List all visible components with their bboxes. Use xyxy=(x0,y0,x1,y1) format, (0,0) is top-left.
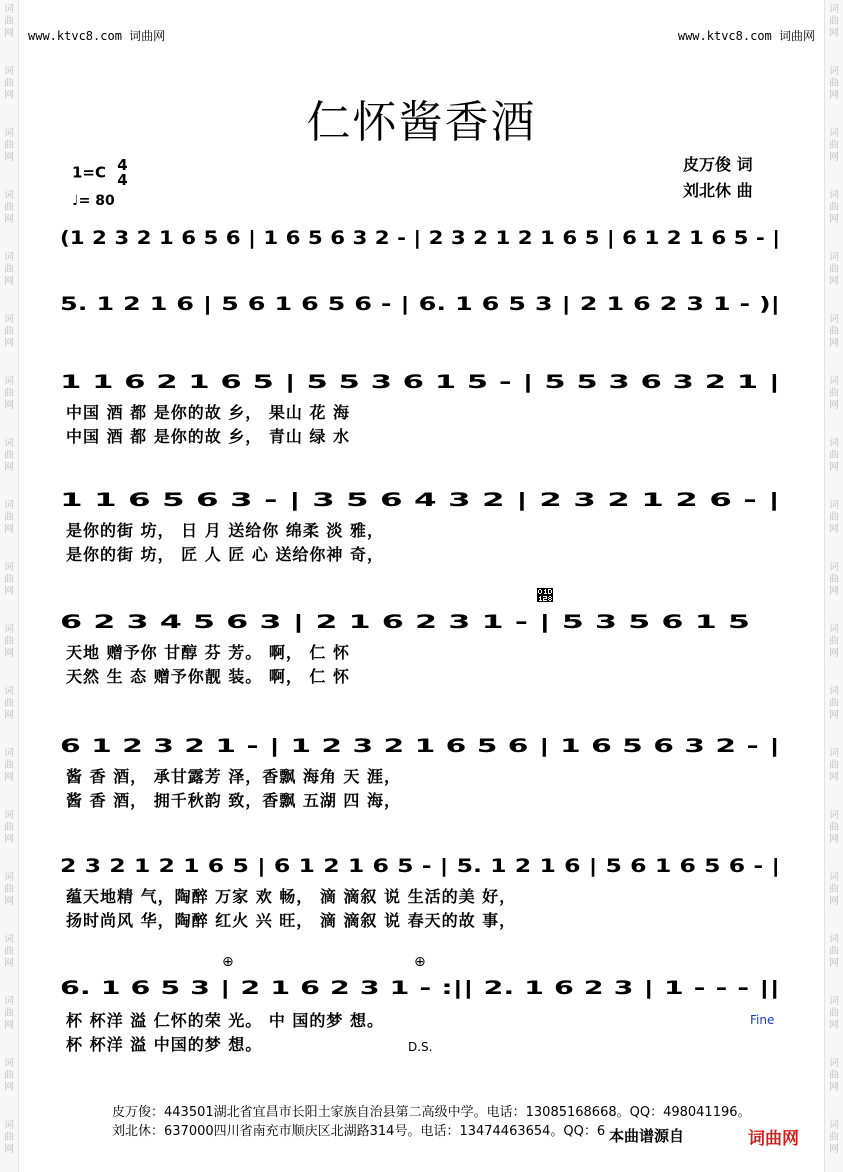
watermark-text: 词曲网 xyxy=(829,252,839,287)
composer: 刘北休 曲 xyxy=(683,181,753,200)
watermark-text: 词曲网 xyxy=(4,996,14,1031)
site-url-left[interactable]: www.ktvc8.com 词曲网 xyxy=(28,29,166,43)
lyric-row-8-verse-2: 杯 杯洋 溢 中国的梦 想。 xyxy=(66,1035,263,1054)
lyric-row-3-verse-2: 中国 酒 都 是你的故 乡， 青山 绿 水 xyxy=(66,427,350,446)
right-watermark-strip xyxy=(824,0,843,1172)
notation-row-2 xyxy=(60,286,780,320)
footer-lyricist-contact: 皮万俊：443501湖北省宜昌市长阳土家族自治县第二高级中学。电话：13085168668。QQ：498041196。 xyxy=(112,1105,751,1120)
watermark-text: 词曲网 xyxy=(4,190,14,225)
watermark-text: 词曲网 xyxy=(4,1058,14,1093)
source-label: 本曲谱源自 xyxy=(605,1125,688,1146)
watermark-text: 词曲网 xyxy=(829,500,839,535)
quarter-note-icon: ♩ xyxy=(72,193,79,209)
watermark-text: 词曲网 xyxy=(829,686,839,721)
watermark-text: 词曲网 xyxy=(829,748,839,783)
watermark-text: 词曲网 xyxy=(829,624,839,659)
notation-row-8-svg xyxy=(60,970,780,1004)
notation-row-4-notes: 1 1 6 5 6 3 - | 3 5 6 4 3 2 | 2 3 2 1 2 6 - | xyxy=(60,489,780,511)
lyric-row-7-verse-2: 扬时尚风 华，陶醉 红火 兴 旺， 滴 滴叙 说 春天的故 事， xyxy=(66,911,517,930)
watermark-text: 词曲网 xyxy=(4,934,14,969)
watermark-text: 词曲网 xyxy=(829,66,839,101)
notation-row-7-notes: 2 3 2 1 2 1 6 5 | 6 1 2 1 6 5 - | 5. 1 2 1 6 | 5 6 1 6 5 6 - | xyxy=(60,855,780,877)
watermark-text: 词曲网 xyxy=(829,438,839,473)
lyric-row-4-verse-2: 是你的街 坊， 匠 人 匠 心 送给你神 奇， xyxy=(66,545,384,564)
notation-row-1 xyxy=(60,220,780,254)
notation-row-1-notes: (1 2 3 2 1 6 5 6 | 1 6 5 6 3 2 - | 2 3 2 1 2 1 6 5 | 6 1 2 1 6 5 - | xyxy=(60,227,780,249)
watermark-text: 词曲网 xyxy=(829,562,839,597)
watermark-text: 词曲网 xyxy=(4,128,14,163)
watermark-text: 词曲网 xyxy=(4,314,14,349)
lyric-row-5-verse-2: 天然 生 态 赠予你靓 装。 啊， 仁 怀 xyxy=(66,667,350,686)
watermark-text: 词曲网 xyxy=(4,562,14,597)
footer-composer-contact: 刘北休：637000四川省南充市顺庆区北湖路314号。电话：13474463654。QQ：6 xyxy=(112,1124,606,1139)
key-label: 1=C xyxy=(72,163,107,182)
notation-row-6-svg xyxy=(60,728,780,762)
notation-row-4 xyxy=(60,482,780,516)
lyric-row-3-verse-1: 中国 酒 都 是你的故 乡， 果山 花 海 xyxy=(66,403,350,422)
watermark-text: 词曲网 xyxy=(4,4,14,39)
watermark-text: 词曲网 xyxy=(829,1120,839,1155)
watermark-text: 词曲网 xyxy=(4,66,14,101)
tempo-marking xyxy=(72,193,115,209)
watermark-text: 词曲网 xyxy=(4,686,14,721)
site-url-right[interactable]: www.ktvc8.com 词曲网 xyxy=(677,29,815,43)
watermark-text: 词曲网 xyxy=(4,810,14,845)
watermark-text: 词曲网 xyxy=(4,1120,14,1155)
left-watermark-strip xyxy=(0,0,19,1172)
notation-row-3 xyxy=(60,364,780,398)
lyric-row-6-verse-1: 酱 香 酒， 承甘露芳 泽，香飘 海角 天 涯， xyxy=(66,767,401,786)
lyric-row-5-verse-1: 天地 赠予你 甘醇 芬 芳。 啊， 仁 怀 xyxy=(66,643,350,662)
watermark-text: 词曲网 xyxy=(829,190,839,225)
notation-row-6 xyxy=(60,728,780,762)
coda-icon-2: ⊕ xyxy=(414,954,426,970)
notation-row-2-notes: 5. 1 2 1 6 | 5 6 1 6 5 6 - | 6. 1 6 5 3 | 2 1 6 2 3 1 - )| xyxy=(60,293,780,315)
lyric-row-8-verse-1: 杯 杯洋 溢 仁怀的荣 光。 中 国的梦 想。 xyxy=(66,1011,384,1030)
lyric-row-7-verse-1: 蕴天地精 气，陶醉 万家 欢 畅， 滴 滴叙 说 生活的美 好， xyxy=(66,887,517,906)
watermark-text: 词曲网 xyxy=(4,376,14,411)
watermark-text: 词曲网 xyxy=(829,996,839,1031)
time-bottom: 4 xyxy=(117,171,128,189)
time-signature xyxy=(117,158,127,188)
watermark-text: 词曲网 xyxy=(4,252,14,287)
segno-icon: 𝄨 xyxy=(537,586,553,605)
key-signature xyxy=(72,158,128,188)
notation-row-2-svg xyxy=(60,286,780,320)
credits xyxy=(683,152,753,204)
notation-row-5-svg xyxy=(60,604,780,638)
tempo-value: = 80 xyxy=(78,193,115,209)
watermark-text: 词曲网 xyxy=(829,810,839,845)
lyricist: 皮万俊 词 xyxy=(683,155,753,174)
time-top: 4 xyxy=(117,156,128,174)
watermark-text: 词曲网 xyxy=(4,438,14,473)
notation-row-5 xyxy=(60,604,780,638)
watermark-text: 词曲网 xyxy=(829,314,839,349)
watermark-text: 词曲网 xyxy=(4,872,14,907)
fine-mark: Fine xyxy=(750,1013,775,1027)
watermark-text: 词曲网 xyxy=(829,934,839,969)
song-title: 仁怀酱香酒 xyxy=(306,97,537,148)
coda-icon-1: ⊕ xyxy=(222,954,234,970)
watermark-text: 词曲网 xyxy=(4,748,14,783)
notation-row-4-svg xyxy=(60,482,780,516)
notation-row-3-notes: 1 1 6 2 1 6 5 | 5 5 3 6 1 5 - | 5 5 3 6 3 2 1 | xyxy=(60,371,780,393)
ds-mark: D.S. xyxy=(408,1040,433,1054)
notation-row-7-svg xyxy=(60,848,780,882)
notation-row-7 xyxy=(60,848,780,882)
notation-row-8 xyxy=(60,970,780,1004)
site-logo[interactable]: 词曲网 xyxy=(748,1129,799,1149)
watermark-text: 词曲网 xyxy=(829,376,839,411)
notation-row-5-notes: 6 2 3 4 5 6 3 | 2 1 6 2 3 1 - | 5 3 5 6 1 5 xyxy=(60,611,750,633)
watermark-text: 词曲网 xyxy=(829,1058,839,1093)
notation-row-6-notes: 6 1 2 3 2 1 - | 1 2 3 2 1 6 5 6 | 1 6 5 6 3 2 - | xyxy=(60,735,780,757)
watermark-text: 词曲网 xyxy=(829,872,839,907)
lyric-row-6-verse-2: 酱 香 酒， 拥千秋韵 致，香飘 五湖 四 海， xyxy=(66,791,401,810)
watermark-text: 词曲网 xyxy=(4,624,14,659)
watermark-text: 词曲网 xyxy=(829,128,839,163)
notation-row-1-svg xyxy=(60,220,780,254)
watermark-text: 词曲网 xyxy=(829,4,839,39)
lyric-row-4-verse-1: 是你的街 坊， 日 月 送给你 绵柔 淡 雅， xyxy=(66,521,384,540)
notation-row-3-svg xyxy=(60,364,780,398)
notation-row-8-notes: 6. 1 6 5 3 | 2 1 6 2 3 1 - :|| 2. 1 6 2 3 | 1 - - - || xyxy=(60,977,780,999)
watermark-text: 词曲网 xyxy=(4,500,14,535)
